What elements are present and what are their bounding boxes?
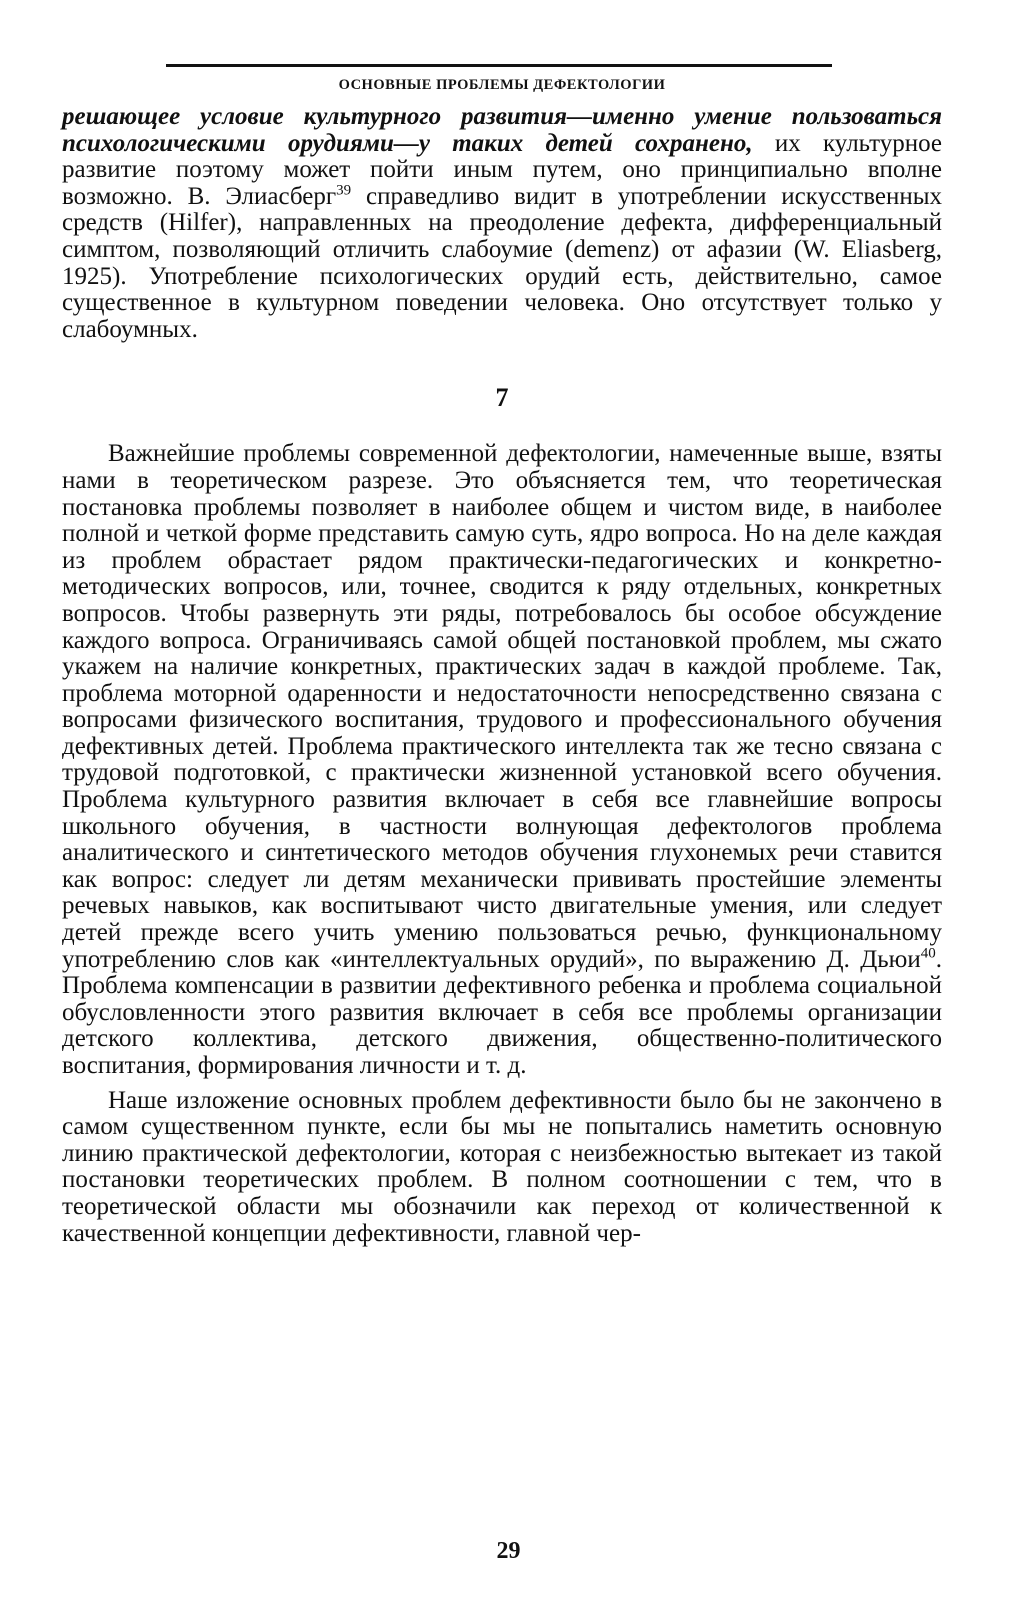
paragraph-2 xyxy=(62,441,942,1079)
paragraph-1 xyxy=(62,104,942,343)
paragraph-2-text-a: Важнейшие проблемы современной дефектологии, намеченные выше, взяты нами в теоретическом разрезе. Это объясняется тем, что теоретическая постановка проблемы позволяет в наиболее общем и чистом виде, в наиболее полной и четкой форме представить самую суть, ядро вопроса. Но на деле каждая из проблем обрастает рядом практически-педагогических и конкретно-методических вопросов, или, точнее, сводится к ряду отдельных, конкретных вопросов. Чтобы развернуть эти ряды, потребовалось бы особое обсуждение каждого вопроса. Ограничиваясь самой общей постановкой проблем, мы сжато укажем на наличие конкретных, практических задач в каждой проблеме. Так, проблема моторной одаренности и недостаточности непосредственно связана с вопросами физического воспитания, трудового и профессионального обучения дефективных детей. Проблема практического интеллекта так же тесно связана с трудовой подготовкой, с практически жизненной установкой всего обучения. Проблема культурного развития включает в себя все главнейшие вопросы школьного обучения, в частности волнующая дефектологов проблема аналитического и синтетического методов обучения глухонемых речи ставится как вопрос: следует ли детям механически прививать простейшие элементы речевых навыков, как воспитывают чисто двигательные умения, или следует детей прежде всего учить умению пользоваться речью, функциональному употреблению слов как «интеллектуальных орудий», по выражению Д. Дьюи xyxy=(62,440,942,973)
paragraph-1-text-a: их культурное развитие поэтому может пойти иным путем, оно принципиально вполне возможно. В. Элиасберг xyxy=(62,129,943,210)
header-rule xyxy=(166,64,832,67)
paragraph-3: Наше изложение основных проблем дефективности было бы не закончено в самом существенном пункте, если бы мы не попытались наметить основную линию практической дефектологии, которая с неизбежностью вытекает из такой постановки теоретических проблем. В полном соотношении с тем, что в теоретической области мы обозначили как переход от количественной к качественной концепции дефективности, главной чер- xyxy=(62,1086,942,1247)
footnote-ref-40: 40 xyxy=(920,945,936,962)
page-number: 29 xyxy=(496,1538,521,1564)
page-body xyxy=(62,64,942,1247)
section-number: 7 xyxy=(495,383,509,413)
footnote-ref-39: 39 xyxy=(336,182,352,199)
paragraph-2-text-b: . Проблема компенсации в развитии дефективного ребенка и проблема социальной обусловленности этого развития включает в себя все проблемы организации детского коллектива, детского движения, общественно-политического воспитания, формирования личности и т. д. xyxy=(62,945,942,1079)
paragraph-1-text-b: справедливо видит в употреблении искусственных средств (Hilfer), направленных на преодоление дефекта, дифференциальный симптом, позволяющий отличить слабоумие (demenz) от афазии (W. Eliasberg, 1925). Употребление психологических орудий есть, действительно, самое существенное в культурном поведении человека. Оно отсутствует только у слабоумных. xyxy=(62,182,942,343)
italic-lead-text: решающее условие культурного развития—именно умение пользоваться психологическими орудиями—у таких детей сохранено, xyxy=(62,103,942,157)
running-head: ОСНОВНЫЕ ПРОБЛЕМЫ ДЕФЕКТОЛОГИИ xyxy=(338,77,666,93)
